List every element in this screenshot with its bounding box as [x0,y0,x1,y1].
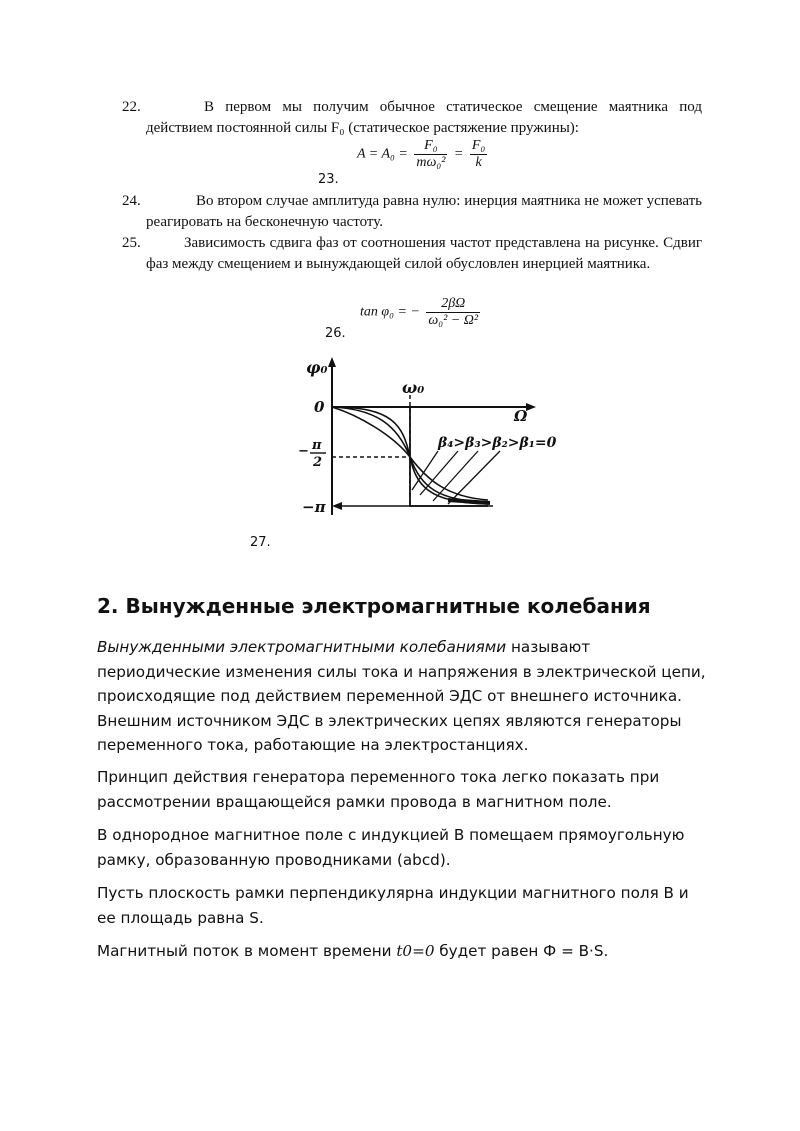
tick-half-num: π [312,438,322,453]
equation-number: 26. [325,326,346,341]
math-expression: t0=0 [396,942,435,960]
list-item-22 [122,97,702,139]
paragraph-4: Пусть плоскость рамки перпендикулярна индукции магнитного поля B и ее площадь равна S. [97,884,689,927]
item-text: Зависимость сдвига фаз от соотношения частот представлена на рисунке. Сдвиг фаз между смещением и вынуждающей силой обусловлен инерцией маятника. [146,235,702,272]
list-item-25 [122,233,702,275]
tick-half-sign: − [298,444,309,459]
fraction: $\frac{\text{F₀}}{k}$ [471,138,486,170]
item-number: 24. [122,193,141,209]
minus-pi-arrow [332,502,342,510]
tick-minus-pi: −π [302,498,326,516]
item-number: 22. [122,99,141,115]
y-axis-arrow [328,357,336,367]
paragraph-text: называют периодические изменения силы тока и напряжения в электрической цепи, происходящие под действием переменной ЭДС от внешнего источника. Внешним источником ЭДС в электрических цепях являются генераторы переменного тока, работающие на электростанциях. [97,638,706,754]
fraction: $\frac{2\beta\Omega}{\text{ω₀² − Ω²}}$ [428,296,479,328]
y-axis-label: φ₀ [306,358,328,377]
beta-relation: β₄>β₃>β₂>β₁=0 [438,435,557,451]
equation-number: 27. [250,535,271,550]
italic-term: Вынужденными электромагнитными колебаниями [97,638,507,656]
amplitude-formula: A = A₀ = $\frac{\text{F₀}}{\text{mω₀²}}$ = $\frac{\text{F₀}}{k}$ [357,138,486,170]
phase-shift-figure [298,355,558,525]
item-number: 25. [122,235,141,251]
item-text: Во втором случае амплитуда равна нулю: инерция маятника не может успевать реагировать на бесконечную частоту. [146,193,702,230]
paragraph-3: В однородное магнитное поле с индукцией B помещаем прямоугольную рамку, образованную проводниками (abcd). [97,826,685,869]
x-axis-arrow [526,403,536,411]
omega0-label: ω₀ [402,378,425,397]
paragraph-1 [97,635,707,758]
x-axis-label: Ω [514,407,528,425]
paragraph-2: Принцип действия генератора переменного тока легко показать при рассмотрении вращающейся рамки провода в магнитном поле. [97,768,660,811]
leader-line [448,451,500,504]
convergence-band [448,500,490,503]
equation-number: 23. [318,172,339,187]
phase-shift-formula: tan φ₀ = − $\frac{2\beta\Omega}{\text{ω₀² − Ω²}}$ [360,296,479,328]
list-item-24 [122,191,702,233]
leader-line [420,451,458,495]
section-heading: 2. Вынужденные электромагнитные колебания [97,594,651,618]
item-text: В первом мы получим обычное статическое смещение маятника под действием постоянной силы F₀ (статическое растяжение пружины): [146,99,702,136]
paragraph-5: Магнитный поток в момент времени t0=0 будет равен Ф = B·S. [97,942,609,960]
tick-half-den: 2 [313,455,323,470]
fraction: $\frac{\text{F₀}}{\text{mω₀²}}$ [416,138,446,170]
tick-zero: 0 [314,398,325,416]
